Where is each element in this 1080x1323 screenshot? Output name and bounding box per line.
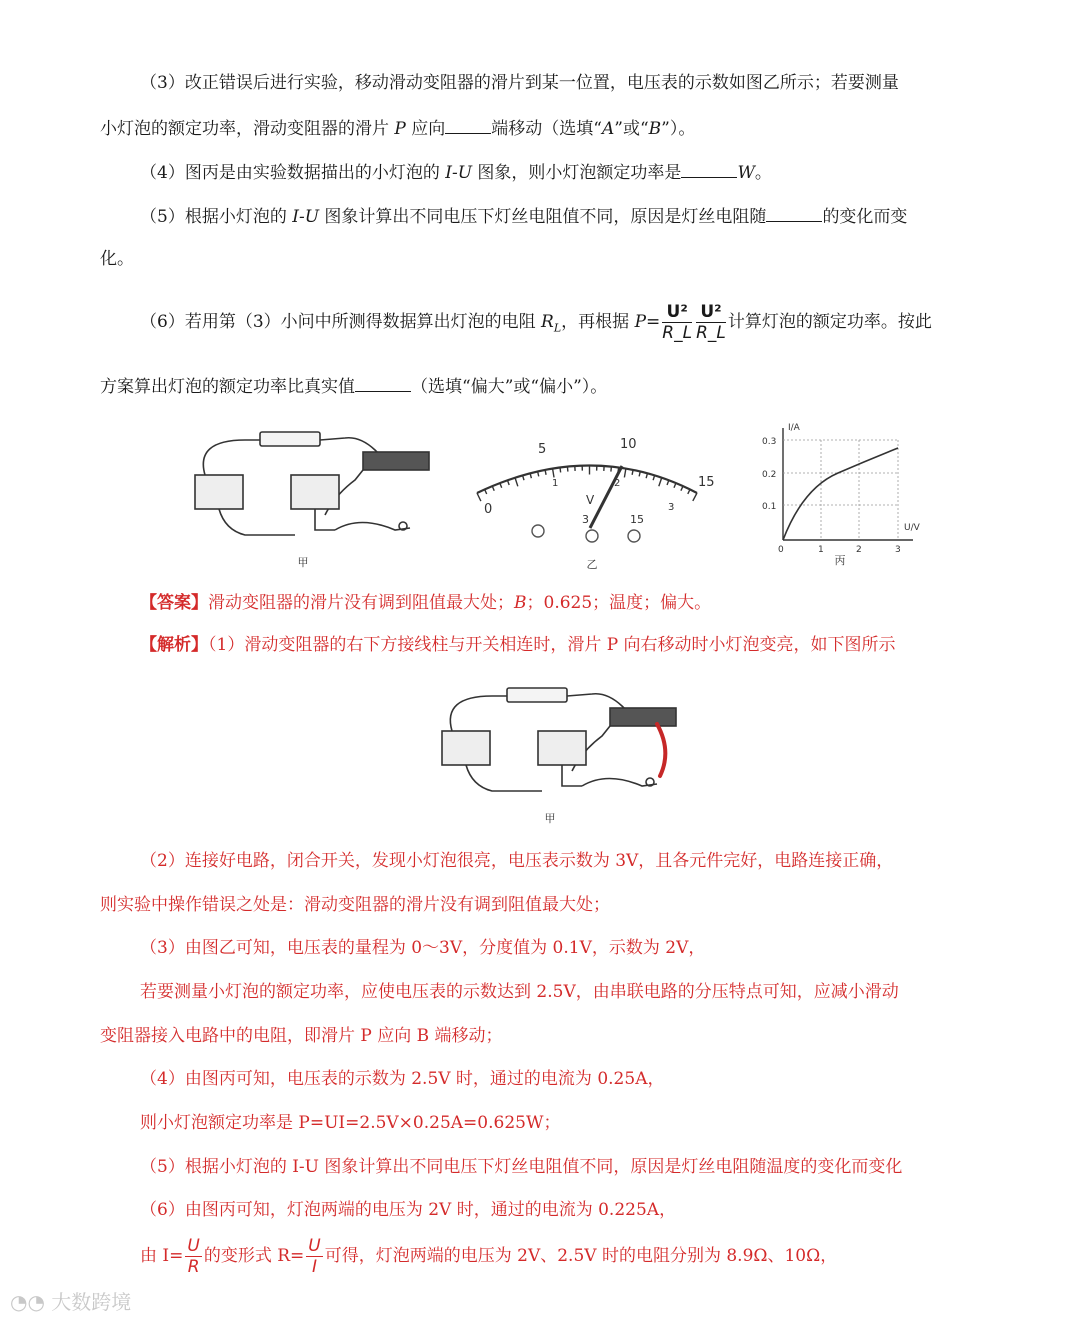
q4-line: （4）图丙是由实验数据描出的小灯泡的 I-U 图象，则小灯泡额定功率是 W。 bbox=[140, 163, 772, 183]
meter-tick bbox=[560, 467, 561, 472]
analysis-2-line-2: 则实验中操作错误之处是：滑动变阻器的滑片没有调到阻值最大处； bbox=[100, 895, 610, 915]
graph-ylabel: I/A bbox=[788, 423, 800, 433]
meter-tick bbox=[477, 493, 481, 501]
answer-tag: 【答案】 bbox=[140, 593, 208, 613]
analysis-3-line-3: 变阻器接入电路中的电阻，即滑片 P 应向 B 端移动； bbox=[100, 1026, 503, 1046]
power-formula-fraction: $\frac{\text{U²}}{R\_L}$ bbox=[662, 302, 693, 343]
red-wire bbox=[657, 724, 665, 776]
voltmeter-figure-yi bbox=[462, 428, 722, 573]
analysis-4-line-1: （4）由图丙可知，电压表的示数为 2.5V 时，通过的电流为 0.25A， bbox=[140, 1069, 665, 1089]
meter-tick bbox=[500, 483, 502, 488]
circuit-figure-jia-annotated bbox=[432, 676, 692, 826]
meter-tick bbox=[693, 493, 697, 501]
meter-tick bbox=[507, 480, 509, 485]
meter-tick bbox=[659, 478, 662, 487]
meter-tick bbox=[553, 469, 554, 478]
answer-blank[interactable] bbox=[766, 205, 822, 222]
q5-line-1: （5）根据小灯泡的 I-U 图象计算出不同电压下灯丝电阻值不同，原因是灯丝电阻随 的变化而变 bbox=[140, 207, 908, 227]
ohms-law-fraction: $\frac{U}{R}$ bbox=[187, 1236, 200, 1277]
iu-graph-bing bbox=[758, 418, 938, 568]
graph-ytick: 0.3 bbox=[762, 437, 777, 447]
graph-xtick: 2 bbox=[856, 545, 862, 555]
resistance-fraction: $\frac{U}{I}$ bbox=[308, 1236, 321, 1277]
meter-terminal-15: 15 bbox=[630, 513, 644, 526]
analysis-3-line-2: 若要测量小灯泡的额定功率，应使电压表的示数达到 2.5V，由串联电路的分压特点可知，应减小滑动 bbox=[140, 982, 899, 1002]
meter-scale-15: 15 bbox=[698, 475, 715, 490]
graph-ytick: 0.2 bbox=[762, 470, 777, 480]
analysis-1: 【解析】（1）滑动变阻器的右下方接线柱与开关相连时，滑片 P 向右移动时小灯泡变亮，如下图所示 bbox=[140, 635, 896, 655]
meter-inner-3: 3 bbox=[668, 502, 675, 513]
analysis-4-line-2: 则小灯泡额定功率是 P=UI=2.5V×0.25A=0.625W； bbox=[140, 1113, 561, 1133]
meter-scale-0: 0 bbox=[484, 502, 493, 517]
figure-label-jia: 甲 bbox=[297, 556, 309, 569]
figure-label-yi: 乙 bbox=[586, 558, 598, 571]
graph-xtick: 0 bbox=[778, 545, 784, 555]
meter-inner-2: 2 bbox=[614, 478, 621, 489]
meter-tick bbox=[545, 470, 546, 475]
meter-tick bbox=[624, 469, 626, 478]
meter-tick bbox=[492, 486, 494, 491]
analysis-6-line-1: （6）由图丙可知，灯泡两端的电压为 2V 时，通过的电流为 0.225A， bbox=[140, 1200, 677, 1220]
analysis-5: （5）根据小灯泡的 I-U 图象计算出不同电压下灯丝电阻值不同，原因是灯丝电阻随温度的变化而变化 bbox=[140, 1157, 903, 1177]
answer-blank[interactable] bbox=[681, 161, 737, 178]
graph-ytick: 0.1 bbox=[762, 502, 777, 512]
meter-tick bbox=[485, 489, 487, 494]
graph-xtick: 3 bbox=[895, 545, 901, 555]
meter-tick bbox=[632, 470, 633, 475]
analysis-6-line-2: 由 I= $\frac{U}{R}$ 的变形式 R= $\frac{U}{I}$ 可得，灯泡两端的电压为 2V、2.5V 时的电阻分别为 8.9Ω、10Ω， bbox=[140, 1236, 838, 1277]
answer-line: 【答案】滑动变阻器的滑片没有调到阻值最大处；B；0.625；温度；偏大。 bbox=[140, 593, 712, 613]
meter-tick bbox=[611, 467, 612, 472]
q3-line-1: （3）改正错误后进行实验，移动滑动变阻器的滑片到某一位置，电压表的示数如图乙所示；若要测量 bbox=[140, 73, 899, 93]
power-formula-fraction: $\frac{\text{U²}}{R\_L}$ bbox=[696, 302, 726, 343]
answer-blank[interactable] bbox=[355, 375, 411, 392]
circuit-figure-jia bbox=[185, 420, 445, 570]
meter-tick bbox=[515, 478, 518, 487]
watermark-logo-icon: ◔◔ bbox=[10, 1290, 52, 1314]
meter-tick bbox=[688, 489, 690, 493]
q6-line-2: 方案算出灯泡的额定功率比真实值 （选填“偏大”或“偏小”）。 bbox=[100, 377, 608, 397]
meter-terminal-3: 3 bbox=[582, 513, 589, 526]
meter-tick bbox=[667, 480, 669, 485]
meter-unit: V bbox=[586, 493, 595, 507]
q6-line-1: （6）若用第（3）小问中所测得数据算出灯泡的电阻 $R_L$，再根据 P= $\frac{\text{U²}}{R\_L}$ $\frac{\text{U²}}{R\_L}$ 计算灯泡的额定功率。按此 bbox=[140, 302, 932, 343]
meter-inner-1: 1 bbox=[552, 478, 559, 489]
graph-xtick: 1 bbox=[818, 545, 824, 555]
analysis-3-line-1: （3）由图乙可知，电压表的量程为 0～3V，分度值为 0.1V，示数为 2V， bbox=[140, 938, 706, 958]
q3-line-2: 小灯泡的额定功率，滑动变阻器的滑片 P 应向 端移动（选填“A”或“B”）。 bbox=[100, 119, 696, 139]
analysis-tag: 【解析】 bbox=[140, 635, 208, 655]
meter-tick bbox=[674, 483, 676, 488]
analysis-2-line-1: （2）连接好电路，闭合开关，发现小灯泡很亮，电压表示数为 3V，且各元件完好，电路连接正确， bbox=[140, 851, 894, 871]
meter-tick bbox=[681, 486, 683, 491]
figure-label-jia: 甲 bbox=[544, 812, 556, 825]
figure-label-bing: 丙 bbox=[834, 554, 846, 567]
meter-scale-5: 5 bbox=[538, 442, 547, 457]
graph-xlabel: U/V bbox=[904, 523, 920, 533]
answer-blank[interactable] bbox=[445, 117, 491, 134]
meter-scale-10: 10 bbox=[620, 437, 637, 452]
watermark: ◔◔ 大数跨境 bbox=[10, 1290, 132, 1314]
q5-line-2: 化。 bbox=[100, 249, 134, 269]
